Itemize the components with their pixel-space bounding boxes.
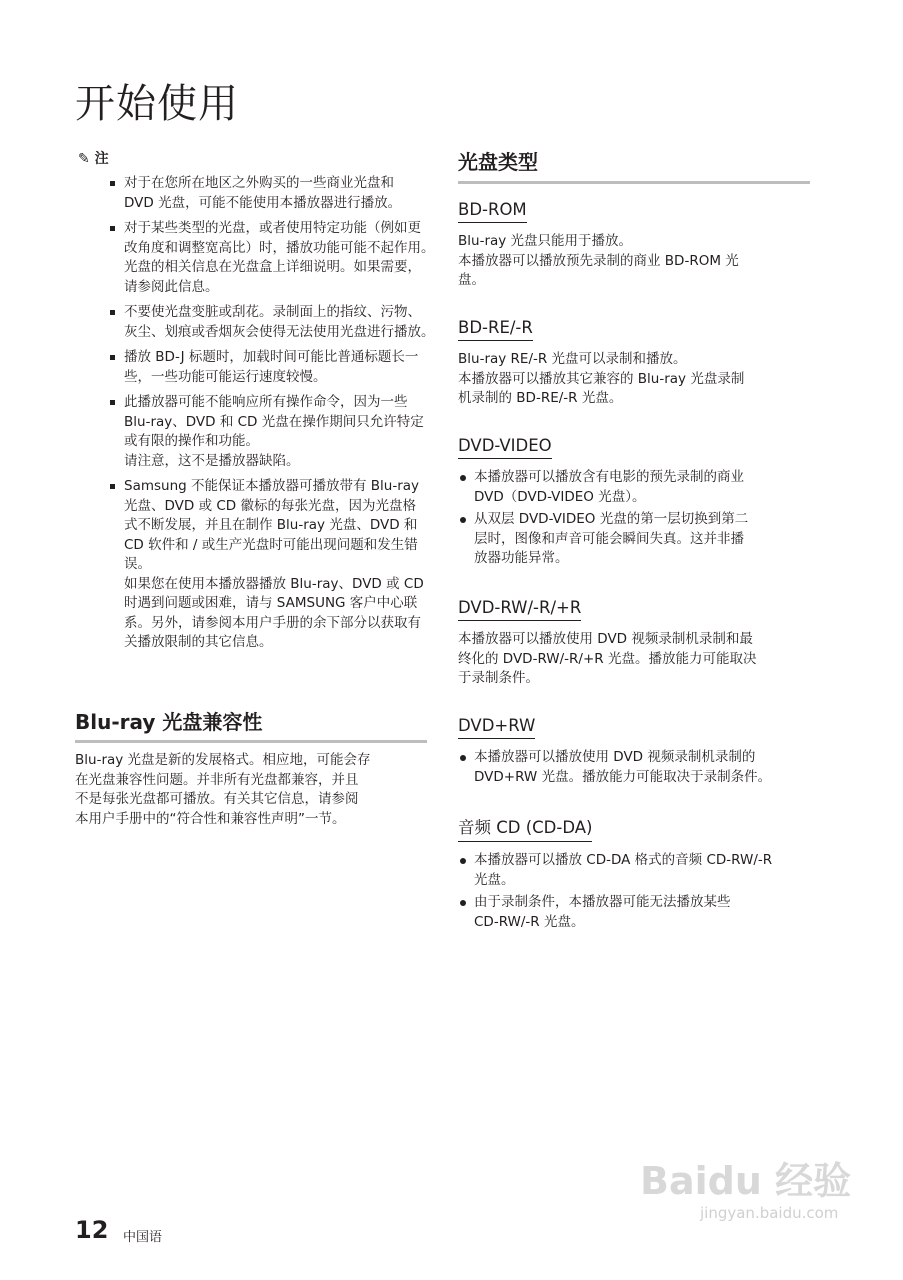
- pencil-icon: ✎: [78, 151, 90, 167]
- section-dvd-video: [458, 436, 818, 572]
- note-item: [75, 393, 435, 471]
- bullet-square-icon: [110, 355, 115, 360]
- section-audio-cd: [458, 814, 818, 935]
- note-heading: [78, 148, 109, 168]
- bullet-square-icon: [110, 310, 115, 315]
- note-item: [75, 477, 435, 653]
- bullet-square-icon: [110, 400, 115, 405]
- section-body: Blu-ray RE/-R 光盘可以录制和播放。 本播放器可以播放其它兼容的 Blu-ray 光盘录制 机录制的 BD-RE/-R 光盘。: [458, 351, 745, 406]
- bullet-square-icon: [110, 484, 115, 489]
- disc-types-header: [458, 146, 810, 184]
- bullet-text: 本播放器可以播放含有电影的预先录制的商业 DVD（DVD-VIDEO 光盘）。: [474, 469, 744, 505]
- bullet-text: 从双层 DVD-VIDEO 光盘的第一层切换到第二 层时，图像和声音可能会瞬间失真。这并非播 放器功能异常。: [474, 511, 749, 566]
- note-text: 不要使光盘变脏或刮花。录制面上的指纹、污物、 灰尘、划痕或香烟灰会使得无法使用光盘进行播放。: [124, 304, 435, 340]
- section-body: 本播放器可以播放使用 DVD 视频录制机录制和最 终化的 DVD-RW/-R/+R 光盘。播放能力可能取决 于录制条件。: [458, 631, 757, 686]
- section-heading: BD-RE/-R: [458, 318, 533, 341]
- note-text: 此播放器可能不能响应所有操作命令，因为一些 Blu-ray、DVD 和 CD 光盘在操作期间只允许特定 或有限的操作和功能。 请注意，这不是播放器缺陷。: [124, 394, 424, 469]
- note-text: 对于在您所在地区之外购买的一些商业光盘和 DVD 光盘，可能不能使用本播放器进行播放。: [124, 175, 402, 211]
- note-list: [75, 174, 435, 659]
- bullet-text: 由于录制条件，本播放器可能无法播放某些 CD-RW/-R 光盘。: [474, 894, 731, 930]
- bullet-text: 本播放器可以播放 CD-DA 格式的音频 CD-RW/-R 光盘。: [474, 852, 773, 888]
- bullet-square-icon: [110, 181, 115, 186]
- section-heading: DVD-VIDEO: [458, 436, 552, 459]
- bullet-item: [458, 510, 818, 569]
- watermark-logo: Baidu 经验: [640, 1159, 852, 1203]
- bullet-item: [458, 893, 818, 932]
- note-text: 播放 BD-J 标题时，加载时间可能比普通标题长一 些，一些功能可能运行速度较慢。: [124, 349, 419, 385]
- watermark-url: jingyan.baidu.com: [700, 1204, 839, 1222]
- bullet-item: [458, 468, 818, 507]
- note-text: 对于某些类型的光盘，或者使用特定功能（例如更 改角度和调整宽高比）时，播放功能可能不起作用。 光盘的相关信息在光盘盒上详细说明。如果需要， 请参阅此信息。: [124, 220, 435, 295]
- section-heading: DVD-RW/-R/+R: [458, 598, 581, 621]
- section-dvd-rw: [458, 598, 818, 689]
- section-bd-rom: [458, 200, 818, 291]
- section-body: Blu-ray 光盘只能用于播放。 本播放器可以播放预先录制的商业 BD-ROM 光 盘。: [458, 233, 739, 288]
- note-item: [75, 174, 435, 213]
- page-title: 开始使用: [75, 81, 239, 127]
- compat-title: Blu-ray 光盘兼容性: [75, 710, 263, 734]
- bullet-dot-icon: [460, 517, 466, 523]
- bullet-item: [458, 748, 818, 787]
- section-heading: 音频 CD (CD-DA): [458, 814, 592, 842]
- compat-body: Blu-ray 光盘是新的发展格式。相应地，可能会存 在光盘兼容性问题。并非所有光盘都兼容，并且 不是每张光盘都可播放。有关其它信息，请参阅 本用户手册中的“符合性和兼容性声明”一节。: [75, 752, 371, 827]
- note-text: Samsung 不能保证本播放器可播放带有 Blu-ray 光盘、DVD 或 CD 徽标的每张光盘，因为光盘格 式不断发展，并且在制作 Blu-ray 光盘、DVD 和 CD 软件和 / 或生产光盘时可能出现问题和发生错 误。 如果您在使用本播放器播放 Blu-ray、DVD 或 CD 时遇到问题或困难，请与 SAMSUNG 客户中心联 系。另外，请参阅本用户手册的余下部分以获取有 关播放限制的其它信息。: [124, 478, 424, 650]
- note-label: 注: [94, 151, 109, 167]
- bullet-dot-icon: [460, 858, 466, 864]
- bullet-text: 本播放器可以播放使用 DVD 视频录制机录制的 DVD+RW 光盘。播放能力可能取决于录制条件。: [474, 749, 772, 785]
- note-item: [75, 303, 435, 342]
- divider: [458, 181, 810, 184]
- bullet-square-icon: [110, 226, 115, 231]
- bullet-item: [458, 851, 818, 890]
- divider: [75, 740, 427, 743]
- section-heading: DVD+RW: [458, 716, 535, 739]
- section-bd-re: [458, 318, 818, 409]
- bullet-dot-icon: [460, 755, 466, 761]
- bullet-dot-icon: [460, 475, 466, 481]
- page-number: 12: [75, 1216, 109, 1244]
- bullet-dot-icon: [460, 900, 466, 906]
- note-item: [75, 348, 435, 387]
- note-item: [75, 219, 435, 297]
- footer-language: 中国语: [123, 1230, 163, 1245]
- section-heading: BD-ROM: [458, 200, 527, 223]
- section-dvd-plus-rw: [458, 716, 818, 790]
- compat-section: [75, 706, 427, 829]
- disc-types-title: 光盘类型: [458, 150, 538, 174]
